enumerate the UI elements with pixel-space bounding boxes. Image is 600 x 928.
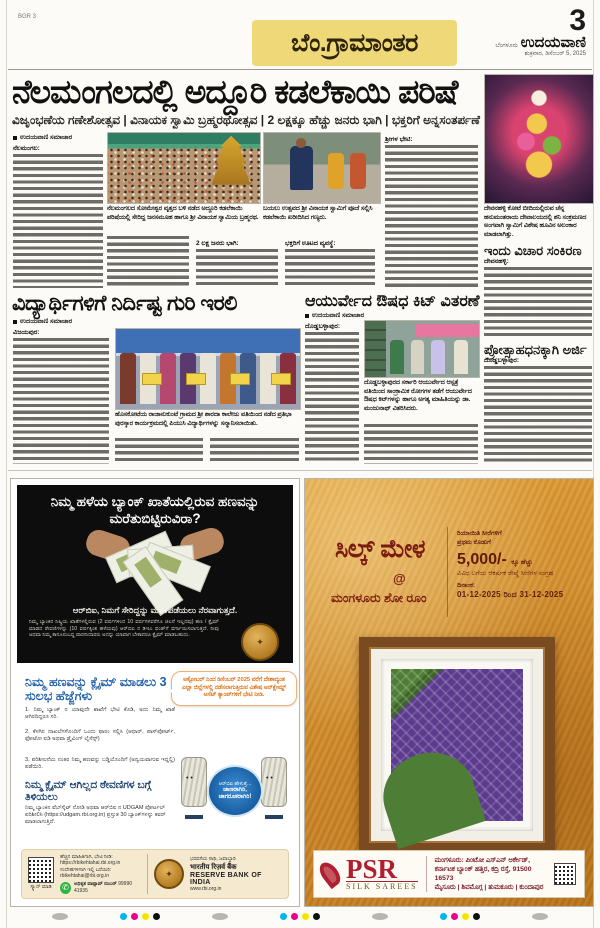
qr-caption: ಸ್ಕ್ಯಾನ್ ಮಾಡಿ <box>30 884 52 891</box>
body-text-block <box>210 438 299 464</box>
lead-headline: ನೆಲಮಂಗಲದಲ್ಲಿ ಅದ್ದೂರಿ ಕಡಲೆಕಾಯಿ ಪರಿಷೆ <box>12 73 458 110</box>
body-text-block <box>385 145 478 288</box>
header-rule <box>8 69 592 70</box>
silk-saree-shape <box>391 669 523 821</box>
section-title: ಬೆಂ.ಗ್ರಾಮಾಂತರ <box>291 28 418 57</box>
silk-mela-title: ಸಿಲ್ಕ್ ಮೇಳ <box>335 535 425 563</box>
whatsapp-label: ಅಧಿಕೃತ ವಾಟ್ಸಾಪ್ ನಂಬರ್ <box>73 881 117 888</box>
seminar-dateline: ದೇವನಹಳ್ಳಿ: <box>484 258 509 265</box>
left-scan-edge <box>6 0 7 928</box>
note-mascot-left <box>177 757 211 819</box>
body-text-block <box>484 267 592 339</box>
ads-divider-rule <box>8 470 592 471</box>
strip-divider <box>147 854 148 894</box>
strip-divider <box>426 856 427 892</box>
crowd-festival-photo <box>107 132 261 204</box>
masthead-paper-name: ಉದಯವಾಣಿ <box>520 34 586 51</box>
rbi-seal-icon: ✦ <box>154 859 184 889</box>
claim-steps-heading: ನಿಮ್ಮ ಹಣವನ್ನು ಕ್ಲೈಮ್ ಮಾಡಲು 3 ಸುಲಭ ಹೆಜ್ಜೆಗಳು <box>25 675 167 703</box>
dignitaries-photo-caption: ಬಯಲು ಉತ್ಸವದ ಶ್ರೀ ವಿನಾಯಕ ಸ್ವಾಮಿಗೆ ಪೂಜೆ ಸಲ್ಲಿಸಿ ಕಡಲೆಕಾಯಿ ಖರೀದಿಸಿದ ಗಣ್ಯರು. <box>263 205 373 221</box>
man-in-suit-shape <box>290 146 313 191</box>
rbi-ad-fine-print: ನಿಮ್ಮ ಬ್ಯಾಂಕಿನ ನಿಷ್ಕ್ರಿಯ ಖಾತೆಗಳಲ್ಲಿರುವ (2 ವರ್ಷಗಳಿಂದ 10 ವರ್ಷಗಳವರೆಗೂ ಚಲನೆ ಇಲ್ಲದವು) ಹಣ / ಕ್ಲೈಮ್ ಮಾಡದ ಠೇವಣಿಗಳನ್ನು (10 ವರ್ಷಕ್ಕಿಂತ ಹಳೆಯವು) ಆರ್‌ಬಿಐ ನ ಡಿಇಎ ಫಂಡ್‌ಗೆ ವರ್ಗಾಯಿಸಲಾಗುತ್ತದೆ. ನೀವು ಅಥವಾ ನಿಮ್ಮ ಕಾನೂನುಬದ್ಧ ವಾರಸುದಾರರು ಅದನ್ನು ಯಾವಾಗ ಬೇಕಾದರೂ ಕ್ಲೈಮ್ ಮಾಡಬಹುದು. <box>29 619 219 639</box>
rbi-url: www.rbi.org.in <box>190 885 222 892</box>
body-text-block <box>364 424 478 464</box>
lead-subhead: ವಿಜೃಂಭಣೆಯ ಗಣೇಶೋತ್ಸವ | ವಿನಾಯಕ ಸ್ವಾಮಿ ಬ್ರಹ್ಮರಥೋತ್ಸವ | 2 ಲಕ್ಷಕ್ಕೂ ಹೆಚ್ಚು ಜನರು ಭಾಗಿ | ಭಕ್ತರಿಗೆ ಅನ್ನಸಂತರ್ಪಣೆ <box>12 113 481 127</box>
rbi-qr-code <box>28 857 54 883</box>
students-headline: ವಿದ್ಯಾರ್ಥಿಗಳಿಗೆ ನಿರ್ದಿಷ್ಟ ಗುರಿ ಇರಲಿ <box>12 292 238 315</box>
body-text-block <box>13 338 109 464</box>
students-dateline: ವಿಜಯಪುರ: <box>13 329 40 336</box>
rbi-name-hindi: भारतीय रिज़र्व बैंक <box>190 863 237 871</box>
rbi-advertisement <box>10 478 300 907</box>
certificate-shape <box>230 373 250 385</box>
lead-subhead-2: 2 ಲಕ್ಷ ಜನರು ಭಾಗಿ: <box>196 240 239 247</box>
silk-detail: ವಿವಿಧ ಬಗೆಯ ಆಕರ್ಷಕ ರೇಷ್ಮೆ ಸೀರೆಗಳ ಸಂಗ್ರಹ <box>457 570 554 577</box>
frame-mat <box>381 659 533 831</box>
hands-with-money-image <box>80 529 230 601</box>
byline-bullet-icon <box>305 314 309 318</box>
figure-shape <box>454 340 468 374</box>
claim-step-3: 3. ಪರಿಶೀಲನೆಯ ನಂತರ ನಿಮ್ಮ ಹಣವನ್ನು ಬಡ್ಡಿಯೊಂದಿಗೆ (ಅನ್ವಯವಾಗುವ ಇದ್ದಲ್ಲಿ) ಪಡೆಯಿರಿ. <box>25 757 175 771</box>
lead-subhead-3: ಭಕ್ತರಿಗೆ ಊಟದ ವ್ಯವಸ್ಥೆ: <box>285 240 336 247</box>
silk-mela-at: @ <box>393 571 406 586</box>
rbi-tagline: ಭರವಸೆಯ ಸಾಥಿ, ಜವಾಬ್ದಾರಿ <box>190 856 236 863</box>
rbi-more-info: ಹೆಚ್ಚಿನ ಮಾಹಿತಿಗಾಗಿ, ಭೇಟಿ ನೀಡಿ: https://rbikehtahai.rbi.org.in ಸಂದೇಹಗಳಿಗಾಗಿ ಇಲ್ಲಿ ಬರೆಯಿರಿ: rbikehtahai@rbi.org.in <box>60 853 121 879</box>
rbi-seal-icon: ✦ <box>241 623 279 661</box>
body-text-block <box>285 249 375 288</box>
silk-offer-line2: ಪ್ರಥಮ ಕೊಡುಗೆ <box>457 539 491 546</box>
body-text-block <box>13 154 103 288</box>
ayurveda-photo-caption: ದೊಡ್ಡಬಳ್ಳಾಪುರದ ಸರ್ಕಾರಿ ಆಯುರ್ವೇದ ಆಸ್ಪತ್ರೆ ವತಿಯಿಂದ ಸಾಂಕ್ರಾಮಿಕ ರೋಗಗಳ ತಡೆಗೆ ಆಯುರ್ವೇದ ಔಷಧ ಕಿಟ್‌ಗಳನ್ನು ಹಾಗೂ ಅಗತ್ಯ ಮಾಹಿತಿಯನ್ನು ಡಾ. ಮಂಜುನಾಥ್ ವಿತರಿಸಿದರು. <box>364 379 472 412</box>
unclaimed-deposits-heading: ನಿಮ್ಮ ಕ್ಲೈಮ್ ಆಗಿಲ್ಲದ ಠೇವಣಿಗಳ ಬಗ್ಗೆ ತಿಳಿಯಲು <box>25 779 152 803</box>
silk-dates: 01-12-2025 ರಿಂದ 31-12-2025 <box>457 590 564 599</box>
paisley-icon <box>316 859 345 889</box>
rbi-says-badge: ಆರ್‌ಬಿಐ ಹೇಳುತ್ತೆ... ಜಾಣರಾಗಿರಿ, ಜಾಗರೂಕರಾಗಿರಿ! <box>207 765 263 817</box>
silk-mela-location: ಮಂಗಳೂರು ಶೋ ರೂಂ <box>331 591 427 605</box>
byline-bullet-icon <box>13 320 17 324</box>
figure-shape <box>350 153 366 189</box>
certificate-shape <box>142 373 162 385</box>
rbi-contact-strip <box>21 849 289 899</box>
rbi-ad-headline: ನಿಮ್ಮ ಹಳೆಯ ಬ್ಯಾಂಕ್ ಖಾತೆಯಲ್ಲಿರುವ ಹಣವನ್ನು ಮರೆತುಬಿಟ್ಟಿರುವಿರಾ? <box>50 494 260 526</box>
silk-date-label: ದಿನಾಂಕ: <box>457 582 476 589</box>
psr-qr-code <box>554 863 576 885</box>
body-text-block <box>196 249 278 288</box>
silk-divider <box>447 527 448 617</box>
registration-oval <box>372 913 388 920</box>
silk-price: 5,000/- <box>457 551 507 568</box>
byline-bullet-icon <box>13 136 17 140</box>
certificate-shape <box>271 373 291 385</box>
ayurveda-photo <box>364 320 480 378</box>
figure-shape <box>411 340 425 374</box>
incentive-dateline: ದೊಡ್ಡಬಳ್ಳಾಪುರ: <box>484 357 520 364</box>
masthead <box>466 4 586 58</box>
deity-photo-caption: ದೇವನಹಳ್ಳಿ ಕೋಟೆ ಬೀದಿಯಲ್ಲಿರುವ ಚೆನ್ನ ಹನುಮಂತರಾಯ ದೇವಾಲಯದಲ್ಲಿ ಶನಿ ಸಂಕ್ರಮಣದ ಅಂಗವಾಗಿ ಸ್ವಾಮಿಗೆ ವಿಶೇಷ ಹೂವಿನ ಅಲಂಕಾರ ಮಾಡಲಾಗಿತ್ತು. <box>484 205 587 238</box>
lead-dateline: ನೆಲಮಂಗಲ: <box>13 145 40 152</box>
silk-offer-block <box>457 529 583 600</box>
figure-shape <box>431 340 445 374</box>
ayurveda-byline: ಉದಯವಾಣಿ ಸಮಾಚಾರ <box>305 312 364 320</box>
page-number: 3 <box>569 4 586 37</box>
dignitaries-photo <box>263 132 381 204</box>
body-text-block <box>484 366 592 464</box>
lead-byline: ಉದಯವಾಣಿ ಸಮಾಚಾರ <box>13 134 72 142</box>
silk-offer-line1: ರಿಯಾಯಿತಿ ಸೀರೆಗಳಿಗೆ <box>457 530 502 537</box>
body-text-block <box>107 236 189 288</box>
psr-footer-strip <box>313 850 585 898</box>
psr-brand-sub: SILK SAREES <box>346 882 418 891</box>
lead-subhead-1: ಶ್ರೀಗಳ ಭೇಟಿ: <box>385 136 413 143</box>
psr-address: ಮಂಗಳೂರು: ಪಿಂಟೋ ಎಸ್‌ಎನ್ ಅರ್ಕೇಡ್, ಕರ್ನಾಟಕ ಬ್ಯಾಂಕ್ ಹತ್ತಿರ, ಕದ್ರಿ ರಸ್ತೆ, 91500 16573 <box>434 857 532 882</box>
certificate-shape <box>186 373 206 385</box>
crowd-photo-caption: ನೆಲಮಂಗಲದ ಸೋಮೇಶ್ವರ ವೃತ್ತದ ಬಳಿ ನಡೆದ ಅದ್ದೂರಿ ಕಡಲೆಕಾಯಿ ಪರಿಷೆಯಲ್ಲಿ ಸೇರಿದ್ದ ಜನಸಮೂಹ ಹಾಗೂ ಶ್ರೀ ವಿನಾಯಕ ಸ್ವಾಮಿಯ ಬ್ರಹ್ಮರಥ. <box>107 205 259 221</box>
claim-step-2: 2. ಕೆಳಗಿನ ದಾಖಲೆಗಳೊಂದಿಗೆ ಒಂದು ಫಾರಂ ಸಲ್ಲಿಸಿ (ಆಧಾರ್, ಪಾಸ್‌ಪೋರ್ಟ್, ಫೋಟೋ ಐಡಿ ಅಥವಾ ಡ್ರೈವಿಂಗ್ ಲೈಸೆನ್ಸ್) <box>25 729 175 743</box>
masthead-city: ಬೆಂಗಳೂರು <box>495 43 518 49</box>
students-byline: ಉದಯವಾಣಿ ಸಮಾಚಾರ <box>13 318 72 326</box>
banner-shape <box>416 324 479 336</box>
deity-photo <box>484 74 594 204</box>
rbi-ad-black-panel <box>17 485 293 663</box>
edition-code: BGR 3 <box>18 14 37 20</box>
whatsapp-number: 99990 41935 <box>73 881 133 894</box>
framed-saree-image <box>359 637 555 853</box>
students-group-photo <box>115 328 301 410</box>
cmyk-dots <box>440 913 480 920</box>
body-text-block <box>305 332 359 464</box>
ayurveda-headline: ಆಯುರ್ವೇದ ಔಷಧ ಕಿಟ್ ವಿತರಣೆ <box>305 293 480 310</box>
seminar-headline: ಇಂದು ವಿಚಾರ ಸಂಕಿರಣ <box>484 243 582 258</box>
rbi-name-english: RESERVE BANK OF INDIA <box>190 871 262 886</box>
students-photo-caption: ಹೊಸಕೋಟೆಯ ರಾಜಾನುಕುಂಟೆ ಗ್ರಾಮದ ಶ್ರೀ ಶಾರದಾ ಕಾಲೇಜು ವತಿಯಿಂದ ನಡೆದ ಪ್ರತಿಭಾ ಪುರಸ್ಕಾರ ಕಾರ್ಯಕ್ರಮದಲ್ಲಿ ಪಿಯುಸಿ ವಿದ್ಯಾರ್ಥಿಗಳನ್ನು ಸನ್ಮಾನಿಸಲಾಯಿತು. <box>115 411 292 427</box>
print-registration-marks <box>0 910 600 922</box>
unclaimed-deposits-text: ನಿಮ್ಮ ಬ್ಯಾಂಕಿನ ವೆಬ್‌ಸೈಟ್ ನೋಡಿ ಅಥವಾ ಆರ್‌ಬಿಐ ನ UDGAM ಪೋರ್ಟಲ್ ಪರಿಶೀಲಿಸಿ (https://udgam.rbi.org.in) ಪ್ರಸ್ತುತ 30 ಬ್ಯಾಂಕ್‌ಗಳನ್ನು ಕವರ್ ಮಾಡಲಾಗುತ್ತಿದೆ. <box>25 805 166 826</box>
shelf-shape <box>365 321 386 377</box>
claim-step-1: 1. ನಿಮ್ಮ ಬ್ಯಾಂಕ್ ನ ಯಾವುದೇ ಶಾಖೆಗೆ ಭೇಟಿ ಕೊಡಿ, ಅದು ನಿಮ್ಮ ಖಾತೆ ಆಗಿರದಿದ್ದರೂ ಸರಿ. <box>25 707 175 721</box>
registration-oval <box>212 913 228 920</box>
psr-branches: ಮೈಸೂರು | ಶಿವಮೊಗ್ಗ | ತುಮಕೂರು | ಕುಂದಾಪುರ <box>434 884 544 891</box>
psr-brand: PSR <box>346 854 398 884</box>
campaign-speech-bubble: ಅಕ್ಟೋಬರ್ ನಿಂದ ಡಿಸೆಂಬರ್ 2025 ವರೆಗೆ ದೇಶಾದ್ಯಂತ ಎಲ್ಲಾ ಜಿಲ್ಲೆಗಳಲ್ಲಿ ನಡೆಸಲಾಗುತ್ತಿರುವ ವಿಶೇಷ ಅನ್‌ಕ್ಲೇಮ್ಡ್ ಅಸೆಟ್ ಕ್ಯಾಂಪ್‌ಗಳಿಗೆ ಭೇಟಿ ನೀಡಿ. <box>171 671 297 706</box>
registration-oval <box>532 913 548 920</box>
figure-shape <box>328 153 344 189</box>
figure-shape <box>390 340 404 374</box>
cmyk-dots <box>120 913 160 920</box>
silk-price-suffix: ಕ್ಕೂ ಹೆಚ್ಚು <box>511 559 533 566</box>
whatsapp-icon: ✆ <box>60 882 71 894</box>
temple-chariot-shape <box>211 136 251 185</box>
registration-oval <box>52 913 68 920</box>
ayurveda-dateline: ದೊಡ್ಡಬಳ್ಳಾಪುರ: <box>305 323 341 330</box>
silk-mela-advertisement <box>304 478 594 907</box>
body-text-block <box>115 438 203 464</box>
section-banner <box>252 20 457 66</box>
incentive-headline: ಪ್ರೋತ್ಸಾಹಧನಕ್ಕಾಗಿ ಅರ್ಜಿ <box>484 342 587 357</box>
cmyk-dots <box>280 913 320 920</box>
masthead-date: ಶುಕ್ರವಾರ, ಡಿಸೆಂಬರ್ 5, 2025 <box>524 51 586 57</box>
rbi-ad-assurance: ಆರ್‌ಬಿಐ, ನಿಮಗೆ ಸೇರಿದ್ದನ್ನು ಮರಳಿಪಡೆಯಲು ನೆರವಾಗುತ್ತದೆ. <box>72 605 238 615</box>
